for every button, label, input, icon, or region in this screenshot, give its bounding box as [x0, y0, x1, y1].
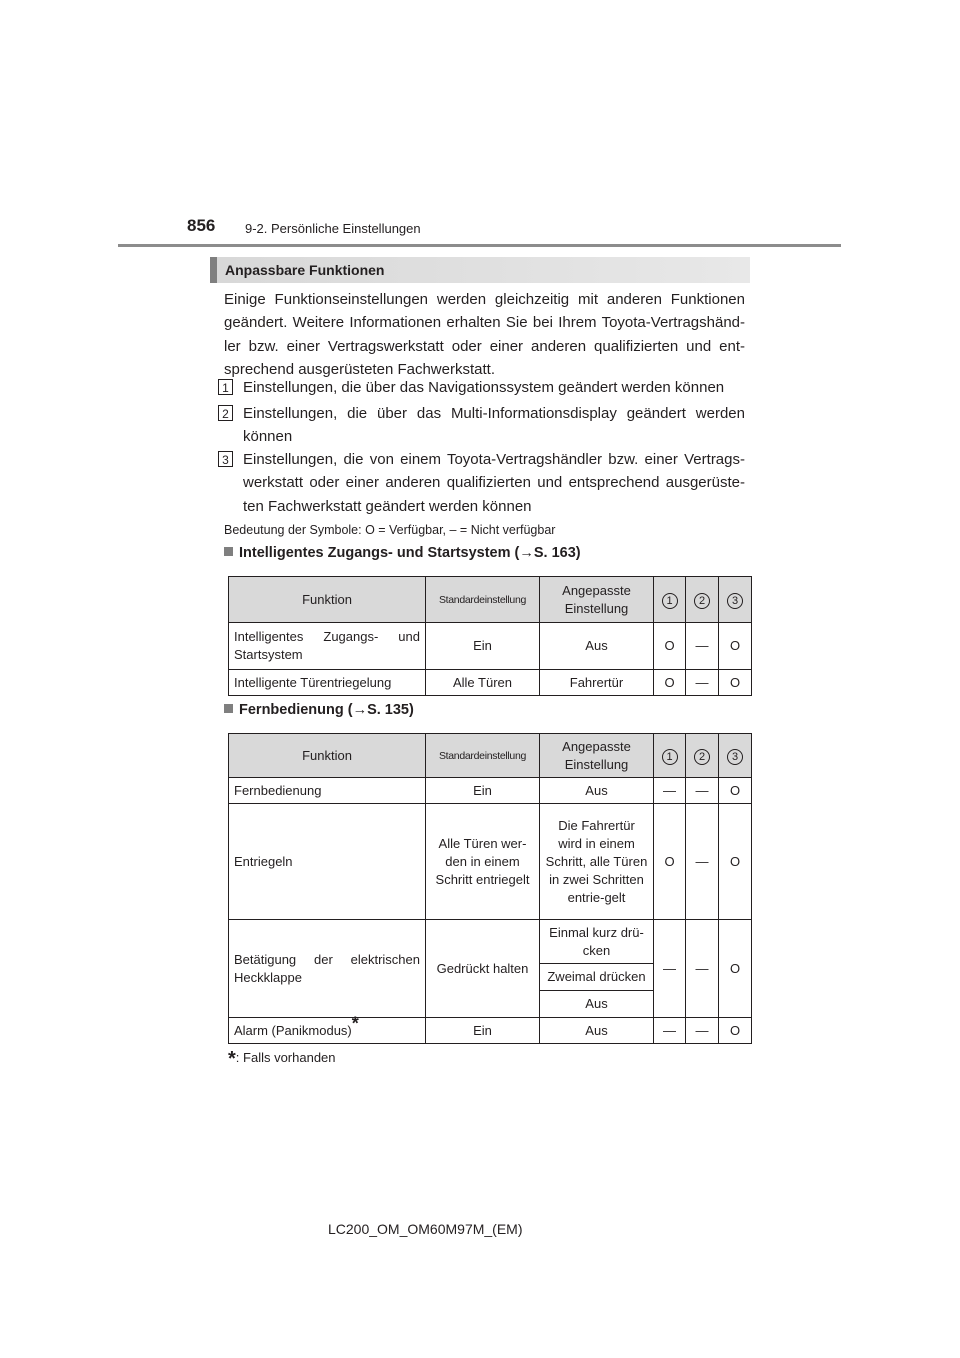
cell-c2: — [686, 778, 719, 804]
cell-angepasst-option: Einmal kurz drü-cken [540, 920, 654, 964]
square-bullet-icon [224, 704, 233, 713]
cell-c2: — [686, 1018, 719, 1044]
numbered-item-2 [218, 402, 745, 449]
footnote [228, 1048, 336, 1071]
cell-c3: O [719, 623, 752, 670]
cell-funktion: Fernbedienung [229, 778, 426, 804]
numbered-item-text: Einstellungen, die über das Multi-Informationsdisplay geändert werden können [243, 405, 745, 446]
table-row [229, 778, 752, 804]
cell-angepasst: Aus [540, 1018, 654, 1044]
section-title: Anpassbare Funktionen [225, 262, 385, 278]
numbered-item-1 [218, 376, 745, 399]
cell-c2: — [686, 804, 719, 920]
cell-c1: O [654, 804, 686, 920]
cell-angepasst: Aus [540, 623, 654, 670]
cell-c1: — [654, 920, 686, 1018]
cell-c3: O [719, 670, 752, 696]
cell-standard: Alle Türen wer-den in einem Schritt entriegelt [426, 804, 540, 920]
cell-funktion [229, 1013, 426, 1044]
table2-heading-text: Fernbedienung (→S. 135) [239, 702, 414, 718]
circled-number-3: 3 [727, 593, 743, 609]
table-row [229, 623, 752, 670]
number-badge-1: 1 [218, 379, 233, 395]
cell-c1: O [654, 623, 686, 670]
circled-number-3: 3 [727, 749, 743, 765]
col-header-funktion: Funktion [229, 577, 426, 623]
chapter-title: 9-2. Persönliche Einstellungen [245, 221, 421, 236]
footnote-text: : Falls vorhanden [235, 1050, 336, 1065]
cell-c3: O [719, 920, 752, 1018]
circled-number-2: 2 [694, 749, 710, 765]
numbered-item-text: Einstellungen, die über das Navigationssystem geändert werden können [243, 379, 725, 396]
table1-heading-text: Intelligentes Zugangs- und Startsystem (→S. 163) [239, 545, 581, 561]
number-badge-3: 3 [218, 451, 233, 467]
table1 [228, 576, 752, 696]
col-header-angepasst: Angepasste Einstellung [540, 734, 654, 778]
table2-header-row [229, 734, 752, 778]
page-number: 856 [187, 216, 216, 235]
cell-funktion-text: Alarm (Panikmodus) [234, 1022, 352, 1038]
table1-heading [224, 545, 581, 561]
cell-c2: — [686, 623, 719, 670]
col-header-funktion: Funktion [229, 734, 426, 778]
cell-standard: Ein [426, 778, 540, 804]
circled-number-2: 2 [694, 593, 710, 609]
numbered-item-3 [218, 448, 745, 518]
table-row [229, 670, 752, 696]
cell-angepasst-option: Aus [540, 991, 654, 1018]
symbol-legend: Bedeutung der Symbole: O = Verfügbar, – = Nicht verfügbar [224, 523, 556, 537]
cell-funktion: Betätigung der elektrischen Heckklappe [229, 920, 426, 1018]
table2 [228, 733, 752, 1044]
col-header-2 [686, 577, 719, 623]
circled-number-1: 1 [662, 749, 678, 765]
section-bar [210, 257, 750, 283]
cell-c1: — [654, 1018, 686, 1044]
cell-angepasst: Die Fahrertür wird in einem Schritt, alle Türen in zwei Schritten entrie-gelt [540, 804, 654, 920]
document-code: LC200_OM_OM60M97M_(EM) [328, 1221, 523, 1237]
cell-standard: Ein [426, 623, 540, 670]
table1-header-row [229, 577, 752, 623]
cell-c1: O [654, 670, 686, 696]
cell-standard: Gedrückt halten [426, 920, 540, 1018]
cell-angepasst: Fahrertür [540, 670, 654, 696]
cell-angepasst: Aus [540, 778, 654, 804]
cell-standard: Ein [426, 1018, 540, 1044]
col-header-standard: Standardeinstellung [426, 734, 540, 778]
cell-c3: O [719, 804, 752, 920]
asterisk-marker: * [351, 1013, 359, 1034]
cell-funktion: Entriegeln [229, 804, 426, 920]
table-row [229, 1018, 752, 1044]
col-header-standard: Standardeinstellung [426, 577, 540, 623]
col-header-3 [719, 734, 752, 778]
cell-standard: Alle Türen [426, 670, 540, 696]
col-header-1 [654, 734, 686, 778]
cell-angepasst-option: Zweimal drücken [540, 964, 654, 991]
table-row [229, 920, 752, 964]
col-header-2 [686, 734, 719, 778]
number-badge-2: 2 [218, 405, 233, 421]
col-header-angepasst: Angepasste Einstellung [540, 577, 654, 623]
header-rule [118, 244, 841, 247]
intro-paragraph: Einige Funktionseinstellungen werden gleichzeitig mit anderen Funktionen geändert. Weitere Informationen erhalten Sie bei Ihrem Toyota-Vertragshänd-ler bzw. einer Vertragswerkstatt oder einer anderen qualifizierten und ent-sprechend ausgerüsteten Fachwerkstatt. [224, 291, 745, 378]
cell-funktion: Intelligente Türentriegelung [229, 670, 426, 696]
table2-heading [224, 702, 414, 718]
cell-c3: O [719, 1018, 752, 1044]
cell-funktion: Intelligentes Zugangs- und Startsystem [229, 623, 426, 670]
footnote-marker: * [228, 1048, 236, 1070]
square-bullet-icon [224, 547, 233, 556]
cell-c1: — [654, 778, 686, 804]
cell-c3: O [719, 778, 752, 804]
cell-c2: — [686, 920, 719, 1018]
col-header-1 [654, 577, 686, 623]
col-header-3 [719, 577, 752, 623]
numbered-item-text: Einstellungen, die von einem Toyota-Vertragshändler bzw. einer Vertrags-werkstatt oder einer anderen qualifizierten und entsprechend ausgerüste-ten Fachwerkstatt geändert werden können [243, 451, 745, 515]
circled-number-1: 1 [662, 593, 678, 609]
cell-c2: — [686, 670, 719, 696]
table-row [229, 804, 752, 920]
